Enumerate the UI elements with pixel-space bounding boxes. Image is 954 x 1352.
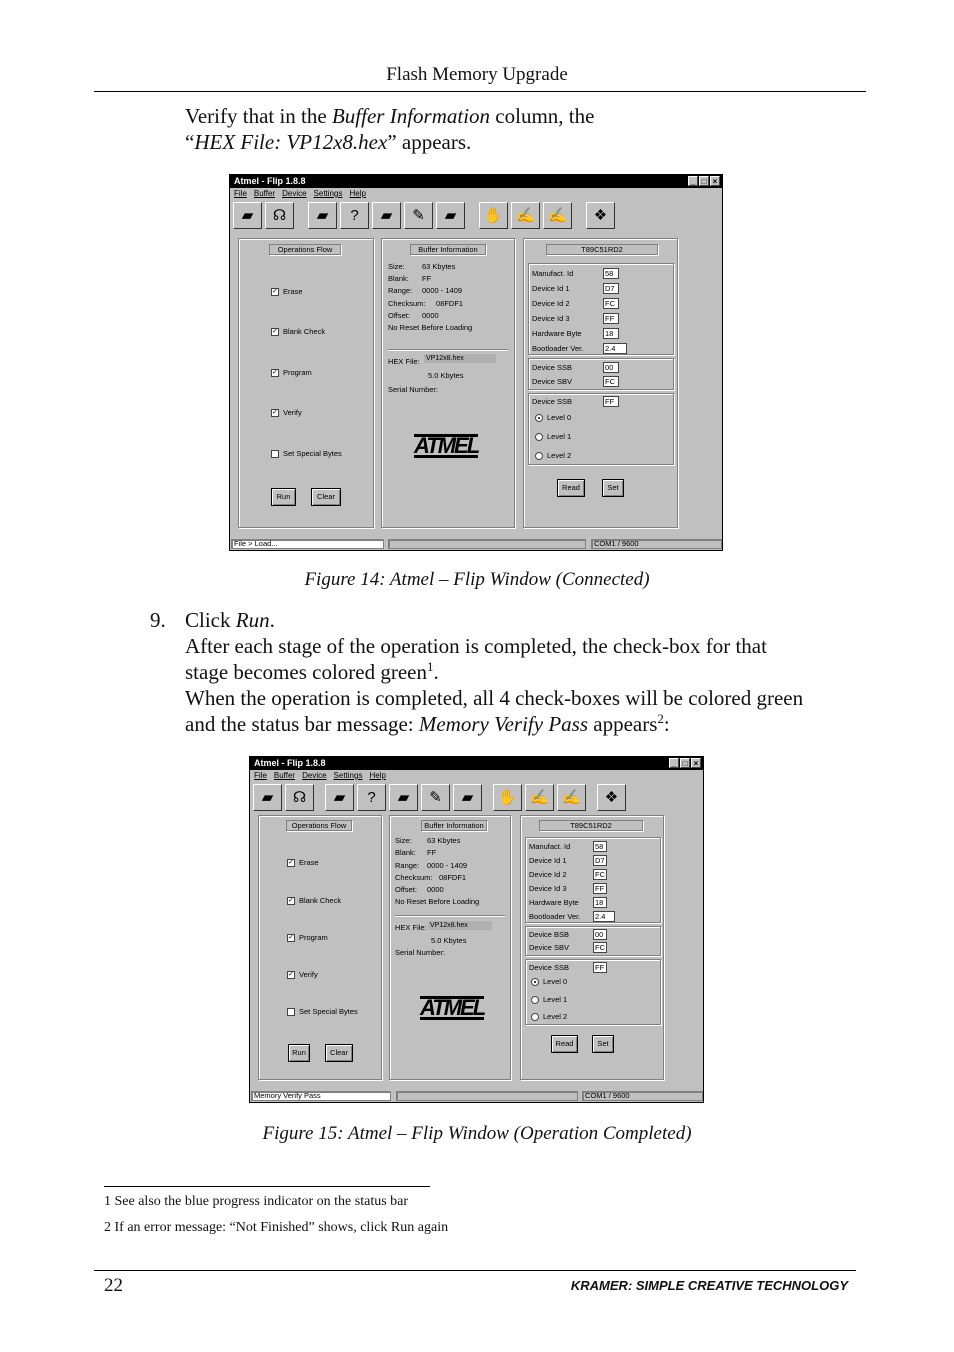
load-hex-button[interactable] [479,202,508,229]
running-header: Flash Memory Upgrade [386,64,568,85]
checkmark-icon: ✓ [272,408,278,416]
intro-line-1: Verify that in the Buffer Information column, the [185,104,595,128]
manufacturer-id-field[interactable]: 58 [593,841,607,852]
port-status: COM1 / 9600 [591,539,722,549]
checkmark-icon: ✓ [272,327,278,335]
save-buffer-button[interactable] [543,202,572,229]
flip-window-connected [229,174,723,551]
menu-buffer[interactable]: Buffer [253,189,276,198]
help-button[interactable] [586,202,615,229]
run-button[interactable]: Run [288,1044,310,1062]
device-ids-group: Manufact. Id 58 Device Id 1 D7 Device Id 2 FC Device Id 3 FF Hardware Byte 18 Bootloader Ver. 2.4 [525,837,661,923]
minimize-button[interactable]: _ [688,176,698,186]
menu-settings[interactable]: Settings [313,189,343,198]
security-level-group: Device SSB FF Level 0 Level 1 Level 2 [525,959,661,1025]
blank-check-button[interactable] [357,784,386,811]
intro-line-2: “HEX File: VP12x8.hex” appears. [185,130,472,154]
set-special-bytes-checkbox[interactable]: Set Special Bytes [271,449,342,458]
footnote-2: 2 If an error message: “Not Finished” shows, click Run again [104,1220,449,1235]
page-number: 22 [104,1275,123,1296]
set-special-bytes-checkbox[interactable]: Set Special Bytes [287,1007,358,1016]
status-bar [250,1090,703,1102]
menu-buffer[interactable]: Buffer [273,771,296,780]
chip-program-icon: ▰ [380,207,393,224]
hex-file-size: 5.0 Kbytes [428,371,464,380]
program-button[interactable] [389,784,418,811]
menu-bar [250,770,703,781]
read-security-button[interactable]: Read [551,1035,578,1053]
atmel-logo: ATMEL [420,995,485,1020]
book-save-icon: ✍ [548,207,567,224]
device-name-title: T89C51RD2 [539,820,643,831]
device-bsb-field[interactable]: 00 [593,929,607,940]
hex-file-name: VP12x8.hex [424,354,496,363]
erase-checkbox[interactable]: ✓ Erase [272,287,303,296]
select-device-button[interactable] [233,202,262,229]
checkmark-icon: ✓ [288,970,294,978]
bootloader-version-field[interactable]: 2.4 [603,343,627,354]
chip-read-icon: ▰ [444,207,457,224]
step-number: 9. [150,608,166,632]
header-rule [94,91,866,92]
checkmark-icon: ✓ [288,933,294,941]
chip-question-icon: ? [350,206,359,224]
chip-icon: ▰ [241,207,254,224]
chip-read-icon: ▰ [461,789,474,806]
footnote-2-ref: 2 [657,711,664,726]
security-level-group: Device SSB FF Level 0 Level 1 Level 2 [528,393,674,465]
maximize-button[interactable]: □ [699,176,709,186]
bootloader-version-field[interactable]: 2.4 [593,911,615,922]
device-panel [520,815,664,1080]
verify-icon: ✎ [412,207,425,224]
chip-erase-icon: ▰ [316,207,329,224]
operations-flow-panel [238,238,374,528]
status-message: File > Load... [231,539,384,549]
device-id-2-field[interactable]: FC [603,298,619,309]
program-checkbox[interactable]: ✓ Program [272,368,312,377]
clear-button[interactable]: Clear [325,1044,353,1062]
step-para-2-line-1: When the operation is completed, all 4 check-boxes will be colored green [185,686,804,710]
blank-check-button[interactable] [340,202,369,229]
verify-button[interactable] [421,784,450,811]
level-1-radio[interactable]: Level 1 [531,995,567,1004]
hardware-byte-field[interactable]: 18 [603,328,619,339]
progress-bar [388,539,586,549]
communication-button[interactable] [265,202,294,229]
atmel-logo: ATMEL [414,433,479,458]
checkmark-icon: ✓ [272,368,278,376]
menu-help[interactable]: Help [349,189,366,198]
menu-device[interactable]: Device [282,189,307,198]
hex-file-label: HEX File: [388,357,420,366]
progress-bar [396,1091,578,1101]
chip-icon: ▰ [261,789,274,806]
footnote-1: 1 See also the blue progress indicator on the status bar [104,1194,409,1209]
chip-question-icon: ? [367,788,376,806]
device-id-1-field[interactable]: D7 [593,855,607,866]
run-button[interactable]: Run [271,488,296,506]
help-button[interactable] [597,784,626,811]
device-ssb-field[interactable]: FF [603,396,619,407]
file-load-icon: ✋ [498,789,517,806]
close-button[interactable]: × [691,758,701,768]
program-checkbox[interactable]: ✓ Program [288,933,328,942]
verify-checkbox[interactable]: ✓ Verify [288,970,318,979]
hex-file-name: VP12x8.hex [428,921,492,930]
read-button[interactable] [453,784,482,811]
serial-number-label: Serial Number: [395,948,446,957]
level-0-radio[interactable]: Level 0 [531,977,567,986]
level-2-radio[interactable]: Level 2 [535,451,571,460]
step-para-1-line-2: stage becomes colored green$^1$. [185,659,439,684]
device-panel [523,238,678,528]
serial-number-label: Serial Number: [388,385,439,394]
device-bsb-sbv-group: Device SSB 00 Device SBV FC [528,358,674,390]
cable-icon: ☊ [292,789,307,806]
maximize-button[interactable]: □ [680,758,690,768]
toolbar [250,781,703,813]
file-load-icon: ✋ [484,207,503,224]
device-sbv-field[interactable]: FC [595,943,605,952]
footnote-1-ref: 1 [426,659,434,674]
footer-rule [94,1270,856,1271]
status-bar [230,538,722,550]
hex-file-size: 5.0 Kbytes [431,936,467,945]
device-id-1-field[interactable]: D7 [603,283,619,294]
flip-window-completed [249,756,704,1103]
manufacturer-id-field[interactable]: 58 [603,268,619,279]
select-device-button[interactable] [253,784,282,811]
read-security-button[interactable]: Read [557,479,585,497]
device-ssb-field[interactable]: FF [593,962,607,973]
buffer-information-panel: Buffer Information Size: 63 Kbytes Blank: FF Range: 0000 - 1409 Checksum: 08FDF1 Offset: 0000 No Reset Before Loading HEX File: VP12x8.hex 5.0 Kbytes Serial Number: ATMEL [381,238,515,528]
device-id-3-field[interactable]: FF [603,313,619,324]
cable-icon: ☊ [272,207,287,224]
title-bar: Atmel - Flip 1.8.8 _ □ × [230,175,722,188]
verify-icon: ✎ [429,789,442,806]
status-message: Memory Verify Pass [251,1091,391,1101]
step-para-1-line-1: After each stage of the operation is completed, the check-box for that [185,634,767,658]
device-bsb-sbv-group: Device BSB 00 Device SBV FC [525,926,661,956]
menu-bar [230,188,722,199]
toolbar [230,199,722,231]
chip-erase-icon: ▰ [333,789,346,806]
buffer-information-title: Buffer Information [410,244,486,255]
device-sbv-field[interactable]: FC [603,376,619,387]
checkmark-icon: ✓ [288,896,294,904]
device-id-2-field[interactable]: FC [595,870,605,879]
menu-file[interactable]: File [234,189,247,198]
operations-flow-title: Operations Flow [286,820,352,831]
operations-flow-title: Operations Flow [269,244,341,255]
level-2-radio[interactable]: Level 2 [531,1012,567,1021]
set-security-button[interactable]: Set [602,479,624,497]
clear-button[interactable]: Clear [311,488,341,506]
checkmark-icon: ✓ [288,858,294,866]
erase-checkbox[interactable]: ✓ Erase [288,858,319,867]
verify-checkbox[interactable]: ✓ Verify [272,408,302,417]
close-button[interactable]: × [710,176,720,186]
book-edit-icon: ✍ [516,207,535,224]
save-buffer-button[interactable] [557,784,586,811]
program-button[interactable] [372,202,401,229]
book-save-icon: ✍ [562,789,581,806]
menu-help[interactable]: Help [369,771,386,780]
erase-button[interactable] [308,202,337,229]
erase-button[interactable] [325,784,354,811]
buffer-information-panel: Buffer Information Size: 63 Kbytes Blank: FF Range: 0000 - 1409 Checksum: 08FDF1 Offset: 0000 No Reset Before Loading HEX File: VP12x8.hex 5.0 Kbytes Serial Number: ATMEL [389,815,511,1080]
blank-check-checkbox[interactable]: ✓ Blank Check [272,327,326,336]
checkmark-icon: ✓ [272,287,278,295]
menu-settings[interactable]: Settings [333,771,363,780]
hex-file-label: HEX File: [395,923,427,932]
level-0-radio[interactable]: Level 0 [535,413,571,422]
menu-device[interactable]: Device [302,771,327,780]
blank-check-checkbox[interactable]: ✓ Blank Check [288,896,342,905]
device-id-3-field[interactable]: FF [593,883,607,894]
device-ids-group: Manufact. Id 58 Device Id 1 D7 Device Id 2 FC Device Id 3 FF Hardware Byte 18 Bootloader Ver. 2.4 [528,263,674,355]
level-1-radio[interactable]: Level 1 [535,432,571,441]
device-name-title: T89C51RD2 [546,244,658,255]
footnote-rule [104,1186,430,1187]
verify-button[interactable] [404,202,433,229]
buffer-information-title: Buffer Information [421,820,487,831]
chip-program-icon: ▰ [397,789,410,806]
device-bsb-field[interactable]: 00 [603,362,619,373]
help-book-icon: ❖ [604,789,619,806]
book-edit-icon: ✍ [530,789,549,806]
figure-15-caption: Figure 15: Atmel – Flip Window (Operation Completed) [262,1123,692,1144]
edit-buffer-button[interactable] [525,784,554,811]
load-hex-button[interactable] [493,784,522,811]
port-status: COM1 / 9600 [582,1091,703,1101]
title-bar: Atmel - Flip 1.8.8 _ □ × [250,757,703,770]
step-click-run: Click Run. [185,608,275,632]
hardware-byte-field[interactable]: 18 [593,897,607,908]
set-security-button[interactable]: Set [592,1035,614,1053]
footer-brand: KRAMER: SIMPLE CREATIVE TECHNOLOGY [570,1278,848,1293]
help-book-icon: ❖ [593,207,608,224]
minimize-button[interactable]: _ [669,758,679,768]
step-para-2-line-2: and the status bar message: Memory Verify Pass appears$^2$: [185,711,670,736]
edit-buffer-button[interactable] [511,202,540,229]
read-button[interactable] [436,202,465,229]
operations-flow-panel [258,815,382,1080]
menu-file[interactable]: File [254,771,267,780]
figure-14-caption: Figure 14: Atmel – Flip Window (Connected) [304,569,650,590]
communication-button[interactable] [285,784,314,811]
